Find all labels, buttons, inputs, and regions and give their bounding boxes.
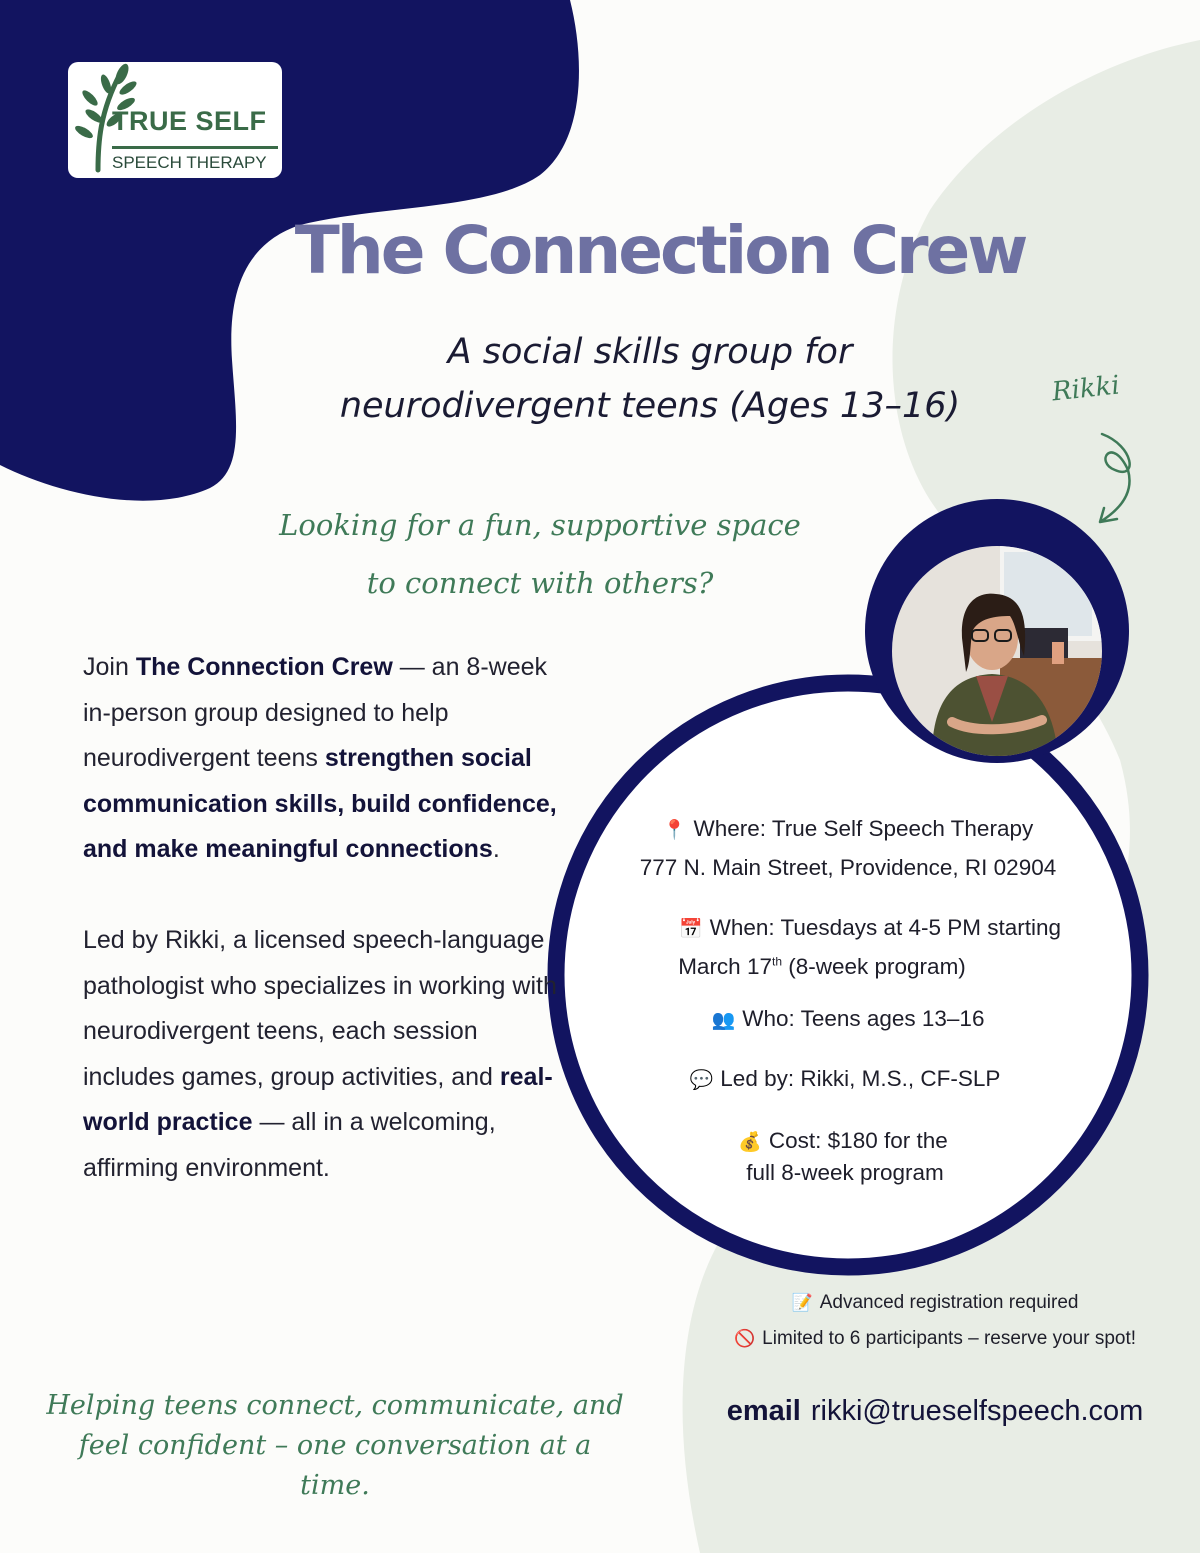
footer-tagline-line-2: feel confident – one conversation at a time. xyxy=(78,1430,592,1501)
limited-text: Limited to 6 participants – reserve your spot! xyxy=(762,1328,1137,1349)
who-line xyxy=(598,1006,1098,1032)
cost-line-1 xyxy=(593,1128,1093,1154)
about-text: Led by Rikki, a licensed speech-language pathologist who specializes in working with neurodivergent teens, each session includes games, group activities, and xyxy=(83,925,557,1091)
logo-subtitle: SPEECH THERAPY xyxy=(112,153,267,172)
portrait-image xyxy=(892,546,1102,756)
who-text: Who: Teens ages 13–16 xyxy=(742,1006,985,1031)
people-icon: 👥 xyxy=(711,1010,736,1031)
led-by-text: Led by: Rikki, M.S., CF-SLP xyxy=(720,1066,1001,1091)
logo-title: TRUE SELF xyxy=(112,106,267,136)
pin-icon: 📍 xyxy=(662,820,687,841)
where-text: Where: True Self Speech Therapy xyxy=(693,816,1034,841)
cost-line-2: full 8-week program xyxy=(746,1160,944,1185)
where-line-1 xyxy=(598,816,1098,842)
email-contact xyxy=(690,1395,1180,1428)
memo-icon: 📝 xyxy=(791,1293,813,1312)
intro-goals: strengthen social communication skills, build confidence, and make meaningful connections xyxy=(83,744,557,864)
registration-text: Advanced registration required xyxy=(819,1292,1079,1313)
money-bag-icon: 💰 xyxy=(738,1132,762,1153)
subtitle-line-2: neurodivergent teens (Ages 13–16) xyxy=(339,386,961,426)
where-line-2: 777 N. Main Street, Providence, RI 02904 xyxy=(639,855,1057,880)
about-paragraph xyxy=(83,918,563,1192)
footer-tagline-line-1: Helping teens connect, communicate, and xyxy=(46,1390,624,1421)
tagline xyxy=(230,496,850,612)
photo-label: Rikki xyxy=(1050,370,1122,408)
logo-divider xyxy=(112,146,278,149)
about-text: — all in a welcoming, affirming environment. xyxy=(83,1108,496,1182)
email-label: email xyxy=(726,1395,801,1427)
intro-text: Join xyxy=(83,653,136,681)
tagline-line-2: to connect with others? xyxy=(366,566,714,600)
prohibited-icon: 🚫 xyxy=(733,1329,756,1348)
when-text: When: Tuesdays at 4-5 PM starting xyxy=(709,915,1062,940)
when-date: March 17 xyxy=(678,954,772,979)
when-line-2 xyxy=(572,954,1072,980)
footer-tagline xyxy=(40,1386,630,1506)
page-subtitle xyxy=(250,325,1050,433)
when-date-suffix: th xyxy=(771,954,782,969)
registration-note xyxy=(685,1292,1185,1314)
subtitle-line-1: A social skills group for xyxy=(447,332,853,372)
page-title: The Connection Crew xyxy=(294,212,1026,289)
limited-note xyxy=(685,1328,1185,1350)
cost-text: Cost: $180 for the xyxy=(768,1128,948,1153)
body-text xyxy=(83,645,563,1192)
intro-text: . xyxy=(492,835,500,864)
intro-program-name: The Connection Crew xyxy=(135,653,393,681)
when-line-1 xyxy=(620,915,1120,941)
leader-photo xyxy=(892,546,1102,756)
calendar-icon: 📅 xyxy=(678,919,703,940)
email-link[interactable]: rikki@trueselfspeech.com xyxy=(810,1395,1144,1427)
when-duration: (8-week program) xyxy=(782,954,966,979)
about-highlight: real-world practice xyxy=(83,1062,553,1137)
speech-bubble-icon: 💬 xyxy=(689,1070,714,1091)
tagline-line-1: Looking for a fun, supportive space xyxy=(279,508,801,542)
intro-paragraph xyxy=(83,645,563,873)
led-by-line xyxy=(595,1066,1095,1092)
intro-text: — an 8-week in-person group designed to help neurodivergent teens xyxy=(83,653,548,773)
